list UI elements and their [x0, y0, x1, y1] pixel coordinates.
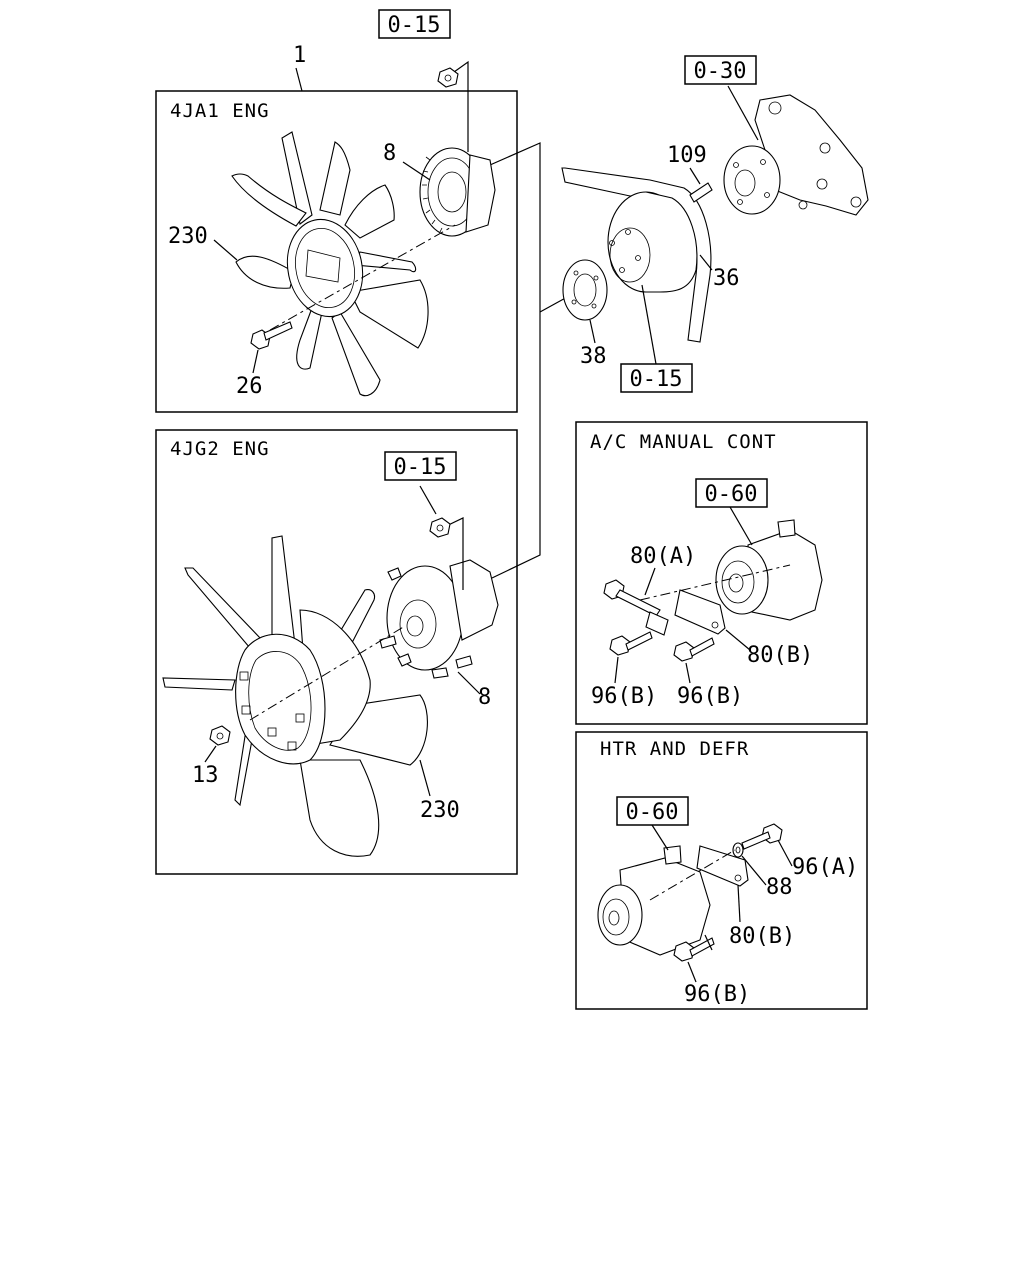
- ref-box-htr[interactable]: [617, 797, 688, 825]
- callout-230-bottom: 230: [420, 798, 460, 823]
- callout-96b-ac-2: 96(B): [677, 684, 744, 709]
- svg-text:0-60: 0-60: [704, 482, 758, 507]
- svg-text:0-15: 0-15: [393, 455, 447, 480]
- stud-109: [690, 183, 712, 202]
- callout-80b-ac: 80(B): [747, 643, 814, 668]
- callout-109: 109: [667, 143, 707, 168]
- fan-clutch-4ja1: [420, 148, 495, 236]
- panel-ac-title: A/C MANUAL CONT: [590, 431, 777, 453]
- fan-4ja1: [232, 132, 428, 396]
- bolt-26: [251, 322, 292, 349]
- spacer-38: [563, 260, 607, 320]
- bolt-80a: [604, 580, 668, 635]
- svg-text:0-15: 0-15: [629, 367, 683, 392]
- callout-80a: 80(A): [630, 544, 697, 569]
- callout-13: 13: [192, 763, 219, 788]
- panel-4jg2-title: 4JG2 ENG: [170, 438, 270, 460]
- nut-13: [210, 726, 230, 745]
- callout-230-top: 230: [168, 224, 208, 249]
- callout-36: 36: [713, 266, 740, 291]
- callout-8-top: 8: [383, 141, 397, 166]
- ref-box-ac[interactable]: [696, 479, 767, 507]
- water-pump: [724, 95, 868, 215]
- callout-96a: 96(A): [792, 855, 859, 880]
- connector-line: [490, 143, 540, 578]
- svg-text:0-30: 0-30: [693, 59, 747, 84]
- callout-88: 88: [766, 875, 793, 900]
- svg-text:0-15: 0-15: [387, 13, 441, 38]
- callout-96b-ac-1: 96(B): [591, 684, 658, 709]
- callout-8-bottom: 8: [478, 685, 492, 710]
- fan-clutch-4jg2: [380, 560, 498, 678]
- callout-26: 26: [236, 374, 263, 399]
- compressor-htr: [598, 846, 710, 955]
- ref-box-top[interactable]: [379, 10, 450, 38]
- ref-box-water-pump[interactable]: [685, 56, 756, 84]
- bolt-96b-2: [674, 638, 714, 661]
- nut-4jg2: [430, 518, 450, 537]
- bolt-96b-1: [610, 632, 652, 655]
- callout-80b-htr: 80(B): [729, 924, 796, 949]
- bracket-ac: [675, 590, 725, 634]
- panel-4ja1-title: 4JA1 ENG: [170, 100, 270, 122]
- ref-box-pulley[interactable]: [621, 364, 692, 392]
- svg-text:0-60: 0-60: [625, 800, 679, 825]
- ref-box-4jg2[interactable]: [385, 452, 456, 480]
- callout-1: 1: [293, 43, 307, 68]
- callout-38: 38: [580, 344, 607, 369]
- callout-96b-htr: 96(B): [684, 982, 751, 1007]
- panel-htr-title: HTR AND DEFR: [600, 738, 750, 760]
- bolt-96a: [742, 824, 782, 849]
- fan-4jg2: [163, 536, 427, 856]
